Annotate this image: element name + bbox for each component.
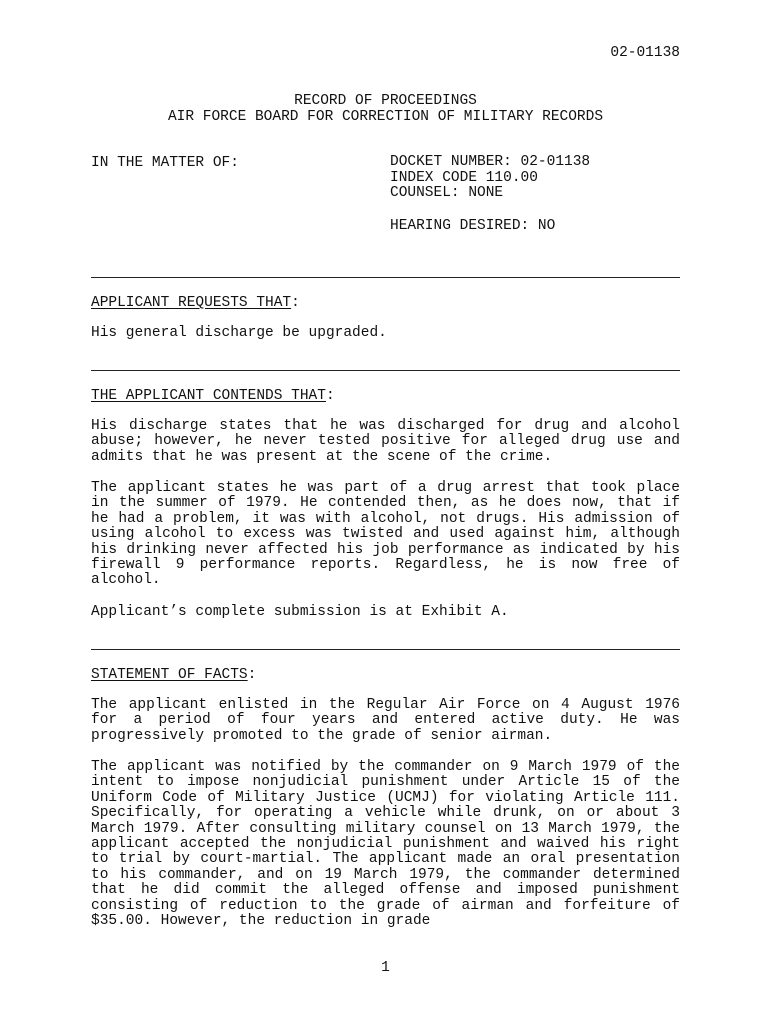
facts-paragraph-2: The applicant was notified by the commander on 9 March 1979 of the intent to impose nonjudicial punishment under Article 15 of the Uniform Code of Military Justice (UCMJ) for violating Article 111. Specifically, for operating a vehicle while drunk, on or about 3 March 1979. After consulting military counsel on 13 March 1979, the applicant accepted the nonjudicial punishment and waived his right to trial by court-martial. The applicant made an oral presentation to his commander, and on 19 March 1979, the commander determined that he did commit the alleged offense and imposed punishment consisting of reduction to the grade of airman and forfeiture of $35.00. However, the reduction in grade — [91, 759, 680, 930]
document-number: 02-01138 — [610, 45, 680, 61]
counsel: COUNSEL: NONE — [390, 185, 504, 201]
section-heading-contends: THE APPLICANT CONTENDS THAT: — [91, 388, 335, 404]
matter-label: IN THE MATTER OF: — [91, 155, 239, 171]
index-code: INDEX CODE 110.00 — [390, 169, 538, 186]
section-divider — [91, 649, 680, 650]
contends-paragraph-1: His discharge states that he was discharged for drug and alcohol abuse; however, he never tested positive for alleged drug use and admits that he was present at the scene of the crime. — [91, 418, 680, 465]
document-page — [91, 0, 680, 1024]
heading-text: THE APPLICANT CONTENDS THAT — [91, 388, 326, 404]
docket-number: DOCKET NUMBER: 02-01138 — [390, 154, 591, 170]
contends-paragraph-2: The applicant states he was part of a drug arrest that took place in the summer of 1979. He contended then, as he does now, that if he had a problem, it was with alcohol, not drugs. His admission of using alcohol to excess was twisted and used against him, although his drinking never affected his job performance as indicated by his firewall 9 performance reports. Regardless, he is now free of alcohol. — [91, 480, 680, 589]
section-heading-requests: APPLICANT REQUESTS THAT: — [91, 295, 300, 311]
board-title: AIR FORCE BOARD FOR CORRECTION OF MILITARY RECORDS — [167, 109, 604, 125]
docket-block — [390, 155, 590, 202]
requests-paragraph: His general discharge be upgraded. — [91, 325, 387, 341]
section-heading-facts: STATEMENT OF FACTS: — [91, 667, 257, 683]
contends-paragraph-3: Applicant’s complete submission is at Exhibit A. — [91, 604, 509, 620]
hearing-desired: HEARING DESIRED: NO — [390, 218, 556, 234]
page-number: 1 — [381, 960, 390, 976]
heading-text: STATEMENT OF FACTS — [91, 667, 248, 683]
record-title: RECORD OF PROCEEDINGS — [294, 93, 477, 109]
section-divider — [91, 370, 680, 371]
heading-text: APPLICANT REQUESTS THAT — [91, 295, 292, 311]
facts-paragraph-1: The applicant enlisted in the Regular Air Force on 4 August 1976 for a period of four years and entered active duty. He was progressively promoted to the grade of senior airman. — [91, 697, 680, 744]
section-divider — [91, 277, 680, 278]
